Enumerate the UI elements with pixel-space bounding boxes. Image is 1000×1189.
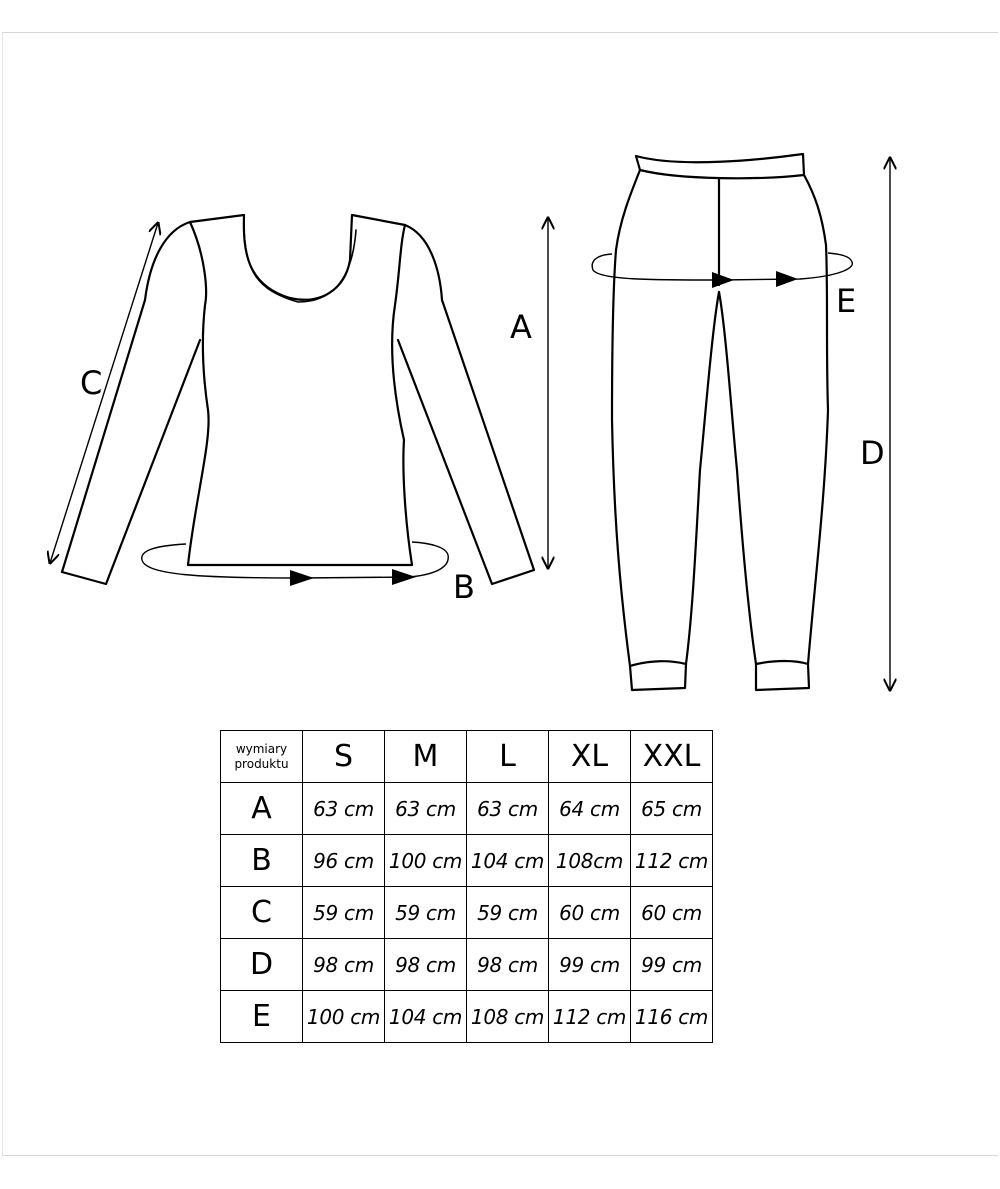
row-label-a: A: [221, 783, 303, 835]
label-e: E: [836, 282, 857, 320]
table-row: [221, 783, 713, 835]
table-corner-cell: [221, 731, 303, 783]
label-c: C: [80, 364, 103, 402]
table-cell: 100 cm: [385, 835, 467, 887]
size-header-xl: XL: [549, 731, 631, 783]
row-label-c: C: [221, 887, 303, 939]
table-cell: 59 cm: [385, 887, 467, 939]
table-cell: 112 cm: [631, 835, 713, 887]
table-row: [221, 835, 713, 887]
table-header-row: [221, 731, 713, 783]
row-label-e: E: [221, 991, 303, 1043]
table-cell: 96 cm: [303, 835, 385, 887]
trousers-outline: [612, 154, 828, 690]
table-cell: 64 cm: [549, 783, 631, 835]
measure-arrow-c: [50, 223, 158, 563]
size-header-m: M: [385, 731, 467, 783]
corner-label-line2: produktu: [234, 756, 289, 771]
table-row: [221, 939, 713, 991]
top-garment-outline: [62, 215, 534, 584]
table-row: [221, 991, 713, 1043]
table-cell: 98 cm: [467, 939, 549, 991]
table-row: [221, 887, 713, 939]
table-cell: 108 cm: [467, 991, 549, 1043]
row-label-d: D: [221, 939, 303, 991]
table-cell: 98 cm: [385, 939, 467, 991]
size-header-s: S: [303, 731, 385, 783]
table-cell: 63 cm: [467, 783, 549, 835]
label-a: A: [510, 308, 532, 346]
table-cell: 99 cm: [549, 939, 631, 991]
size-header-xxl: XXL: [631, 731, 713, 783]
table-cell: 100 cm: [303, 991, 385, 1043]
table-cell: 108cm: [549, 835, 631, 887]
table-cell: 99 cm: [631, 939, 713, 991]
table-cell: 63 cm: [303, 783, 385, 835]
row-label-b: B: [221, 835, 303, 887]
table-cell: 60 cm: [549, 887, 631, 939]
label-d: D: [860, 434, 885, 472]
size-chart-table: [220, 730, 713, 1043]
table-cell: 104 cm: [467, 835, 549, 887]
label-b: B: [453, 568, 475, 606]
table-cell: 98 cm: [303, 939, 385, 991]
table-cell: 59 cm: [467, 887, 549, 939]
table-cell: 104 cm: [385, 991, 467, 1043]
table-cell: 65 cm: [631, 783, 713, 835]
corner-label-line1: wymiary: [235, 741, 288, 756]
measure-arrow-e: [592, 253, 852, 288]
table-cell: 59 cm: [303, 887, 385, 939]
size-header-l: L: [467, 731, 549, 783]
table-cell: 112 cm: [549, 991, 631, 1043]
table-cell: 116 cm: [631, 991, 713, 1043]
table-cell: 63 cm: [385, 783, 467, 835]
table-cell: 60 cm: [631, 887, 713, 939]
